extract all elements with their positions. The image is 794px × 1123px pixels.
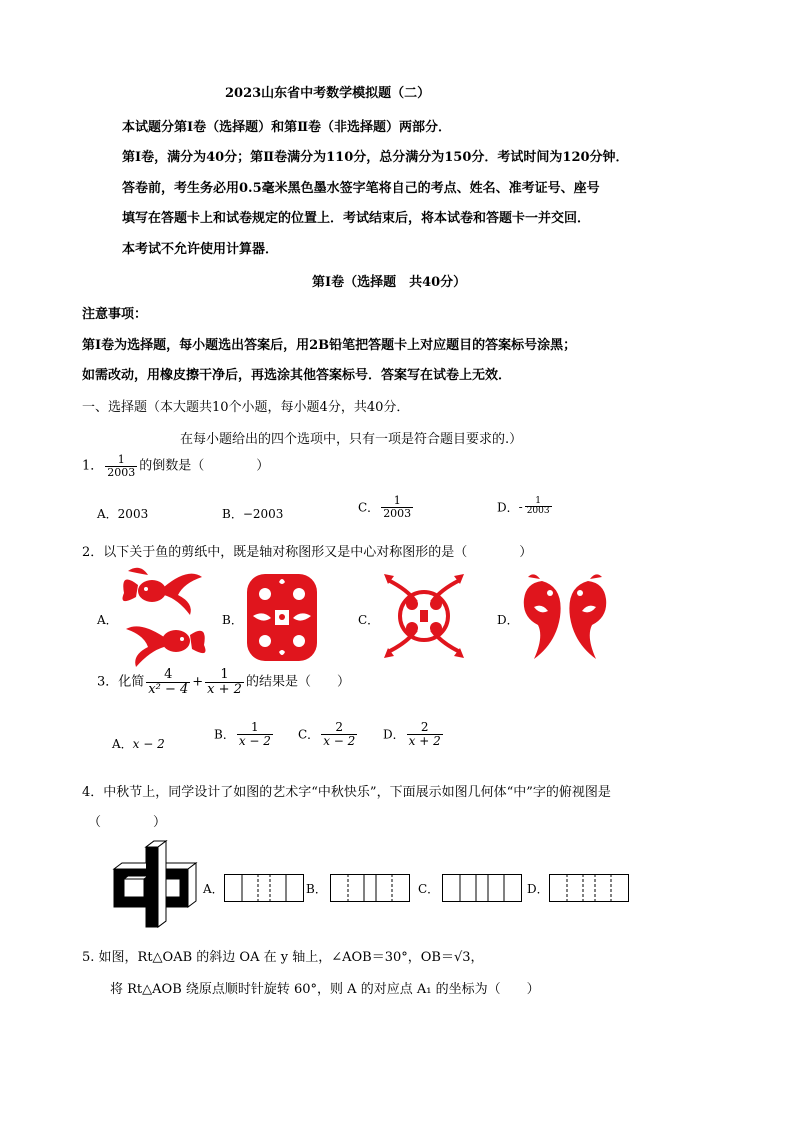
frac-num: 2	[335, 720, 344, 734]
frac-num: 1	[220, 667, 229, 682]
goldfish-papercut-image	[118, 563, 210, 668]
q3-plus: +	[192, 674, 204, 690]
frac-den: x − 2	[238, 733, 271, 748]
round-fish-papercut-image	[380, 570, 468, 662]
zhong-3d-figure	[112, 845, 202, 930]
frac-den: x + 2	[207, 681, 242, 697]
q1-frac-den: 2003	[107, 465, 136, 479]
frac-den: x − 2	[323, 733, 356, 748]
q4-option-c-label: C．	[418, 882, 440, 896]
q1-c-fraction	[381, 495, 413, 519]
q3-fraction-1	[146, 668, 190, 696]
q4-option-d-figure	[549, 874, 629, 902]
frac-num: 2	[420, 720, 429, 734]
q1-frac-num: 1	[117, 453, 125, 466]
frac-den: 2003	[526, 506, 550, 517]
q4-option-b-label: B．	[306, 882, 327, 896]
q3-stem: 的结果是（ ）	[245, 674, 350, 690]
q3-option-b	[214, 721, 275, 747]
q3-number: 3．化简	[97, 674, 145, 690]
option-label: A．	[112, 737, 133, 751]
q2-option-b-label: B．	[222, 613, 243, 627]
q1-option-b	[222, 505, 283, 522]
q3-d-fraction	[407, 721, 443, 747]
question-1	[82, 454, 269, 478]
q3-fraction-2	[205, 668, 244, 696]
page-title: 2023山东省中考数学模拟题（二）	[225, 86, 431, 101]
q5-line-2: 将 Rt△AOB 绕原点顺时针旋转 60°，则 A 的对应点 A₁ 的坐标为（ ）	[110, 982, 540, 997]
frac-den: x² − 4	[148, 681, 189, 697]
frac-den: 2003	[383, 506, 412, 520]
frac-num: 4	[164, 667, 173, 682]
q1-option-d	[497, 497, 554, 517]
q1-stem: 的倒数是（ ）	[139, 458, 270, 474]
frac-den: x + 2	[408, 733, 441, 748]
option-label: A．	[97, 507, 118, 521]
intro-line-2: 第Ⅰ卷，满分为40分；第Ⅱ卷满分为110分，总分满分为150分．考试时间为120分钟．	[122, 150, 629, 165]
q4-option-a-label: A．	[203, 882, 224, 896]
q3-b-fraction	[237, 721, 273, 747]
notes-line-2: 如需改动，用橡皮擦干净后，再选涂其他答案标号．答案写在试卷上无效．	[82, 368, 512, 383]
q1-fraction	[105, 454, 137, 478]
section1-subheading: 在每小题给出的四个选项中，只有一项是符合题目要求的.）	[180, 432, 523, 447]
q4-option-b-figure	[330, 874, 410, 902]
part1-title: 第Ⅰ卷（选择题 共40分）	[312, 275, 467, 290]
option-label: D．	[497, 500, 519, 515]
notes-title: 注意事项：	[82, 307, 148, 322]
frac-num: 1	[393, 494, 401, 507]
option-sign: -	[518, 499, 523, 514]
intro-line-1: 本试题分第Ⅰ卷（选择题）和第Ⅱ卷（非选择题）两部分．	[122, 120, 452, 135]
q5-line-1: 5. 如图，Rt△OAB 的斜边 OA 在 y 轴上，∠AOB＝30°，OB＝√3，	[82, 950, 484, 965]
frac-num: 1	[251, 720, 259, 734]
koi-pair-papercut-image	[520, 573, 610, 661]
q3-option-c	[298, 721, 359, 747]
notes-line-1: 第Ⅰ卷为选择题，每小题选出答案后，用2B铅笔把答题卡上对应题目的答案标号涂黑；	[82, 338, 577, 353]
section1-heading: 一、选择题（本大题共10个小题，每小题4分，共40分．	[82, 400, 410, 415]
option-text: 2003	[117, 507, 149, 521]
question-3	[97, 668, 350, 696]
q4-paren: （ ）	[88, 815, 167, 830]
q2-option-c-label: C．	[358, 613, 380, 627]
option-text: −2003	[242, 507, 284, 521]
option-label: C．	[358, 500, 380, 515]
q1-option-c	[358, 495, 415, 519]
option-label: B．	[214, 727, 235, 742]
q2-stem: 2．以下关于鱼的剪纸中，既是轴对称图形又是中心对称图形的是（ ）	[82, 545, 533, 560]
q3-c-fraction	[321, 721, 357, 747]
q1-d-fraction	[525, 497, 552, 517]
option-label: D．	[383, 727, 405, 742]
frac-num: 1	[535, 496, 541, 506]
q1-number: 1．	[82, 458, 104, 474]
q3-option-a	[112, 735, 165, 752]
q2-option-d-label: D．	[497, 613, 519, 627]
q3-option-d	[383, 721, 445, 747]
q2-option-a-label: A．	[97, 613, 118, 627]
q4-stem: 4．中秋节上，同学设计了如图的艺术字“中秋快乐”，下面展示如图几何体“中”字的俯视图是	[82, 785, 611, 800]
square-fish-papercut-image	[243, 570, 321, 665]
option-label: C．	[298, 727, 320, 742]
q4-option-d-label: D．	[527, 882, 549, 896]
intro-line-4: 填写在答题卡上和试卷规定的位置上．考试结束后，将本试卷和答题卡一并交回．	[122, 211, 591, 226]
option-text: x − 2	[132, 737, 165, 751]
intro-line-3: 答卷前，考生务必用0.5毫米黑色墨水签字笔将自己的考点、姓名、准考证号、座号	[122, 181, 600, 196]
q4-option-a-figure	[224, 874, 304, 902]
q4-option-c-figure	[442, 874, 522, 902]
q1-option-a	[97, 505, 148, 522]
intro-line-5: 本考试不允许使用计算器．	[122, 242, 279, 257]
option-label: B．	[222, 507, 243, 521]
